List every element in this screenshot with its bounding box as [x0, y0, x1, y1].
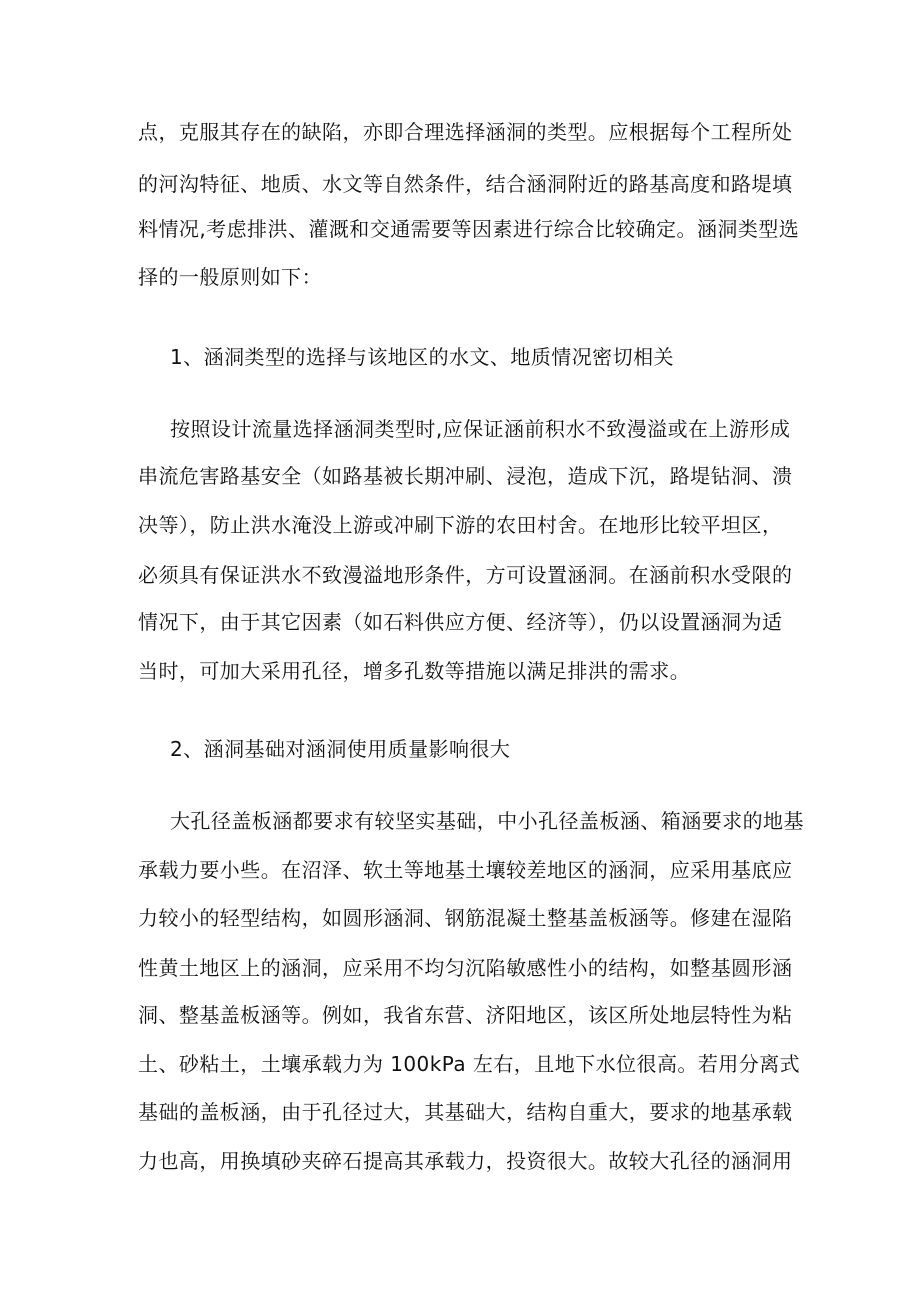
text-line: 串流危害路基安全（如路基被长期冲刷、浸泡，造成下沉，路堤钻洞、溃: [138, 464, 793, 488]
text-line: 按照设计流量选择涵洞类型时,应保证涵前积水不致漫溢或在上游形成: [170, 417, 791, 441]
text-line: 当时，可加大采用孔径，增多孔数等措施以满足排洪的需求。: [138, 659, 691, 683]
text-line: 决等），防止洪水淹没上游或冲刷下游的农田村舍。在地形比较平坦区，: [138, 513, 783, 537]
text-line: 洞、整基盖板涵等。例如，我省东营、济阳地区，该区所处地层特性为粘: [138, 1003, 793, 1027]
text-line: 情况下，由于其它因素（如石料供应方便、经济等），仍以设置涵洞为适: [138, 610, 783, 634]
text-line: 土、砂粘土，土壤承载力为 100kPa 左右，且地下水位很高。若用分离式: [138, 1052, 801, 1076]
text-line: 必须具有保证洪水不致漫溢地形条件，方可设置涵洞。在涵前积水受限的: [138, 563, 793, 587]
text-line: 承载力要小些。在沼泽、软土等地基土壤较差地区的涵洞，应采用基底应: [138, 858, 793, 882]
text-line: 点，克服其存在的缺陷，亦即合理选择涵洞的类型。应根据每个工程所处: [138, 120, 793, 144]
section-heading-1: 1、涵洞类型的选择与该地区的水文、地质情况密切相关: [170, 345, 674, 369]
text-line: 料情况,考虑排洪、灌溉和交通需要等因素进行综合比较确定。涵洞类型选: [138, 217, 800, 241]
text-line: 力较小的轻型结构，如圆形涵洞、钢筋混凝土整基盖板涵等。修建在湿陷: [138, 906, 793, 930]
text-line: 基础的盖板涵，由于孔径过大，其基础大，结构自重大，要求的地基承载: [138, 1100, 793, 1124]
text-line: 择的一般原则如下：: [138, 265, 323, 289]
text-line: 性黄土地区上的涵洞，应采用不均匀沉陷敏感性小的结构，如整基圆形涵: [138, 956, 793, 980]
text-line: 力也高，用换填砂夹碎石提高其承载力，投资很大。故较大孔径的涵洞用: [138, 1149, 793, 1173]
text-line: 的河沟特征、地质、水文等自然条件，结合涵洞附近的路基高度和路堤填: [138, 172, 793, 196]
section-heading-2: 2、涵洞基础对涵洞使用质量影响很大: [170, 737, 511, 761]
text-line: 大孔径盖板涵都要求有较坚实基础，中小孔径盖板涵、箱涵要求的地基: [170, 809, 804, 833]
